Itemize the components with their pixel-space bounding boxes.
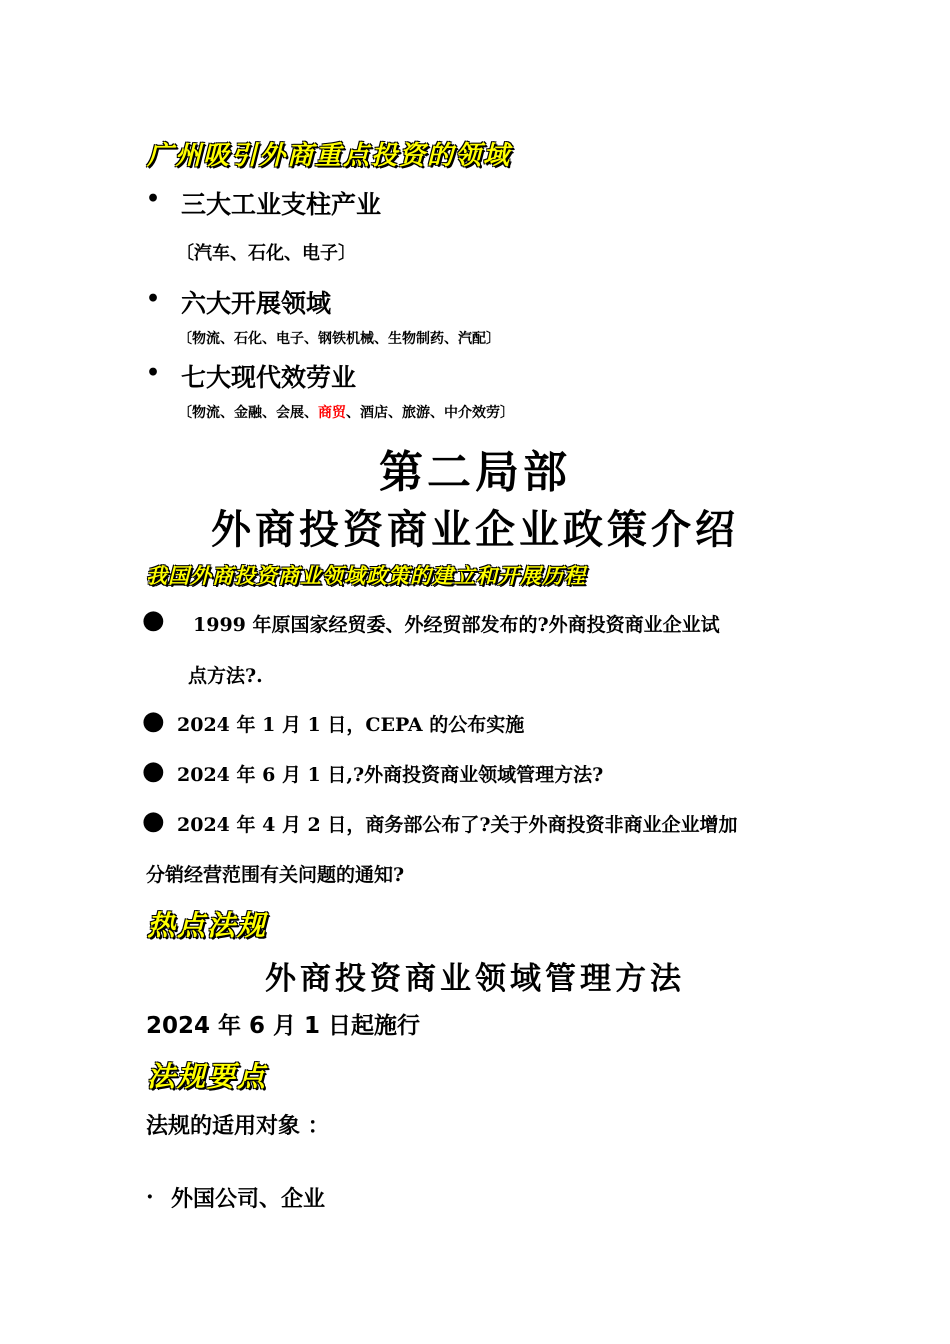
list-item-text-continued: 分销经营范围有关问题的通知? xyxy=(146,864,405,886)
list-item-title: 六大开展领域 xyxy=(181,289,332,318)
bullet-icon: ● xyxy=(142,706,165,736)
part-title: 第二局部 xyxy=(379,447,571,498)
section-heading-investment-fields: 广州吸引外商重点投资的领域 xyxy=(147,141,512,171)
detail-highlight: 商贸 xyxy=(318,405,346,421)
list-item-detail: 〔汽车、石化、电子〕 xyxy=(176,243,356,264)
list-item-text: 2024 年 6 月 1 日,?外商投资商业领域管理方法? xyxy=(177,764,604,786)
bullet-icon: • xyxy=(146,286,161,312)
regulation-title: 外商投资商业领域管理方法 xyxy=(265,961,685,997)
key-points-heading: 法规要点 xyxy=(147,1060,268,1093)
effective-date: 2024 年 6 月 1 日起施行 xyxy=(146,1013,421,1039)
bullet-icon: ● xyxy=(142,605,165,635)
bullet-icon: • xyxy=(146,186,161,212)
bullet-icon: ● xyxy=(142,756,165,786)
list-item-text: 2024 年 1 月 1 日，CEPA 的公布实施 xyxy=(177,714,525,736)
part-subtitle: 外商投资商业企业政策介绍 xyxy=(211,506,739,553)
list-item-text-continued: 点方法?. xyxy=(188,665,263,687)
hot-regulations-heading: 热点法规 xyxy=(147,909,268,942)
bullet-icon: · xyxy=(146,1184,154,1210)
list-item-title: 七大现代效劳业 xyxy=(181,363,357,392)
list-item-text: 2024 年 4 月 2 日，商务部公布了?关于外商投资非商业企业增加 xyxy=(177,814,738,836)
list-item-detail: 〔物流、石化、电子、钢铁机械、生物制药、汽配〕 xyxy=(178,331,500,347)
list-item-detail xyxy=(178,402,514,422)
bullet-icon: • xyxy=(146,360,161,386)
section-heading-policy-history: 我国外商投资商业领域政策的建立和开展历程 xyxy=(146,563,586,588)
list-item-title: 三大工业支柱产业 xyxy=(181,190,382,219)
scope-label: 法规的适用对象 ： xyxy=(146,1113,330,1139)
bullet-icon: ● xyxy=(142,806,165,836)
detail-text: 〔物流、金融、会展、 xyxy=(178,405,318,421)
list-item-text: 1999 年原国家经贸委、外经贸部发布的?外商投资商业企业试 xyxy=(193,614,720,636)
scope-item: 外国公司、企业 xyxy=(171,1186,326,1212)
detail-text: 、酒店、旅游、中介效劳〕 xyxy=(346,405,514,421)
